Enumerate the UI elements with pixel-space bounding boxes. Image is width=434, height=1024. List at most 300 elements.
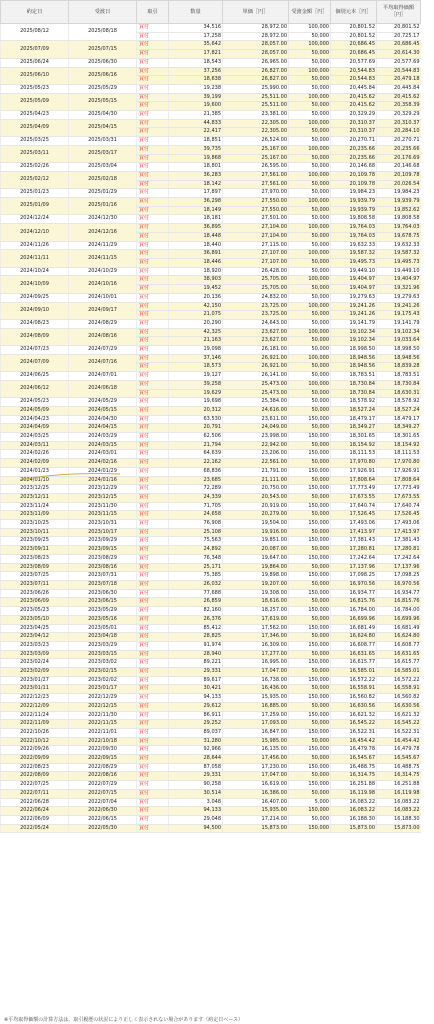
quantity-cell: 20,312 (169, 406, 223, 415)
average-cost-cell: 20,146.68 (377, 163, 421, 172)
trade-type-cell: 買付 (137, 415, 169, 424)
individual-principal-cell: 20,686.45 (331, 41, 377, 50)
table-row (1, 485, 421, 494)
trade-date-cell: 2023/03/09 (1, 650, 69, 659)
table-row (1, 685, 421, 694)
trade-type-cell: 買付 (137, 119, 169, 128)
unit-price-cell: 17,346.00 (223, 633, 289, 642)
trade-type-cell: 買付 (137, 93, 169, 102)
settlement-amount-cell: 50,000 (289, 180, 331, 189)
trade-type-cell: 買付 (137, 746, 169, 755)
quantity-cell: 44,833 (169, 119, 223, 128)
trade-date-cell: 2024/05/09 (1, 406, 69, 415)
trade-type-cell: 買付 (137, 459, 169, 468)
settlement-date-cell: 2022/11/30 (69, 711, 137, 720)
individual-principal-cell: 15,873.00 (331, 824, 377, 833)
table-row (1, 328, 421, 337)
individual-principal-cell: 20,235.66 (331, 145, 377, 154)
settlement-amount-cell: 150,000 (289, 572, 331, 581)
unit-price-cell: 25,990.00 (223, 84, 289, 93)
settlement-date-cell: 2024/03/29 (69, 433, 137, 442)
individual-principal-cell: 20,310.37 (331, 119, 377, 128)
settlement-amount-cell: 100,000 (289, 24, 331, 33)
quantity-cell: 42,325 (169, 328, 223, 337)
average-cost-cell: 16,624.80 (377, 633, 421, 642)
trade-type-cell: 買付 (137, 24, 169, 33)
quantity-cell: 20,791 (169, 424, 223, 433)
unit-price-cell: 15,935.00 (223, 807, 289, 816)
individual-principal-cell: 16,608.77 (331, 641, 377, 650)
table-row (1, 563, 421, 572)
average-cost-cell: 16,699.96 (377, 615, 421, 624)
trade-type-cell: 買付 (137, 563, 169, 572)
individual-principal-cell: 19,632.33 (331, 241, 377, 250)
table-row (1, 772, 421, 781)
settlement-amount-cell: 50,000 (289, 311, 331, 320)
quantity-cell: 18,446 (169, 258, 223, 267)
trade-type-cell: 買付 (137, 302, 169, 311)
average-cost-cell: 20,284.10 (377, 128, 421, 137)
settlement-amount-cell: 50,000 (289, 528, 331, 537)
table-row (1, 520, 421, 529)
average-cost-cell: 19,141.79 (377, 319, 421, 328)
trade-type-cell: 買付 (137, 668, 169, 677)
individual-principal-cell: 16,558.91 (331, 685, 377, 694)
unit-price-cell: 24,616.00 (223, 406, 289, 415)
settlement-amount-cell: 50,000 (289, 493, 331, 502)
trade-type-cell: 買付 (137, 659, 169, 668)
trade-date-cell: 2024/11/11 (1, 250, 69, 267)
settlement-date-cell: 2024/12/16 (69, 224, 137, 241)
table-row (1, 372, 421, 381)
trade-type-cell: 買付 (137, 694, 169, 703)
settlement-date-cell: 2024/02/16 (69, 459, 137, 468)
quantity-cell: 85,412 (169, 624, 223, 633)
unit-price-cell: 24,832.00 (223, 293, 289, 302)
unit-price-cell: 27,104.00 (223, 224, 289, 233)
unit-price-cell: 26,181.00 (223, 346, 289, 355)
trade-type-cell: 買付 (137, 589, 169, 598)
average-cost-cell: 16,522.31 (377, 728, 421, 737)
quantity-cell: 91,974 (169, 641, 223, 650)
unit-price-cell: 28,972.00 (223, 24, 289, 33)
quantity-cell: 18,638 (169, 76, 223, 85)
quantity-cell: 39,735 (169, 145, 223, 154)
table-row (1, 302, 421, 311)
quantity-cell: 75,385 (169, 572, 223, 581)
trade-type-cell: 買付 (137, 467, 169, 476)
quantity-cell: 87,058 (169, 763, 223, 772)
settlement-amount-cell: 50,000 (289, 372, 331, 381)
average-cost-cell: 20,310.37 (377, 119, 421, 128)
trade-type-cell: 買付 (137, 32, 169, 41)
trade-type-cell: 買付 (137, 728, 169, 737)
trade-type-cell: 買付 (137, 511, 169, 520)
trade-type-cell: 買付 (137, 702, 169, 711)
individual-principal-cell: 20,544.83 (331, 67, 377, 76)
settlement-date-cell: 2023/09/15 (69, 546, 137, 555)
table-row (1, 728, 421, 737)
trade-date-cell: 2025/08/12 (1, 24, 69, 41)
quantity-cell: 17,258 (169, 32, 223, 41)
trade-type-cell: 買付 (137, 198, 169, 207)
unit-price-cell: 17,619.00 (223, 615, 289, 624)
unit-price-cell: 28,057.00 (223, 41, 289, 50)
table-row (1, 781, 421, 790)
settlement-amount-cell: 50,000 (289, 206, 331, 215)
individual-principal-cell: 17,640.74 (331, 502, 377, 511)
individual-principal-cell: 16,970.56 (331, 581, 377, 590)
unit-price-cell: 25,384.00 (223, 398, 289, 407)
average-cost-cell: 18,839.28 (377, 363, 421, 372)
unit-price-cell: 15,985.00 (223, 737, 289, 746)
quantity-cell: 17,897 (169, 189, 223, 198)
settlement-amount-cell: 100,000 (289, 119, 331, 128)
trade-date-cell: 2025/06/10 (1, 67, 69, 84)
trade-date-cell: 2023/11/09 (1, 511, 69, 520)
trade-date-cell: 2022/06/09 (1, 815, 69, 824)
trade-date-cell: 2024/05/23 (1, 398, 69, 407)
settlement-amount-cell: 50,000 (289, 241, 331, 250)
trade-date-cell: 2022/12/09 (1, 702, 69, 711)
individual-principal-cell: 20,109.78 (331, 171, 377, 180)
settlement-date-cell: 2023/08/16 (69, 563, 137, 572)
trade-date-cell: 2022/08/23 (1, 763, 69, 772)
unit-price-cell: 26,921.00 (223, 363, 289, 372)
quantity-cell: 18,543 (169, 58, 223, 67)
average-cost-cell: 17,640.74 (377, 502, 421, 511)
trade-type-cell: 買付 (137, 285, 169, 294)
average-cost-cell: 17,493.06 (377, 520, 421, 529)
individual-principal-cell: 20,544.83 (331, 76, 377, 85)
individual-principal-cell: 16,815.76 (331, 598, 377, 607)
settlement-amount-cell: 50,000 (289, 789, 331, 798)
average-cost-cell: 16,083.22 (377, 798, 421, 807)
trade-type-cell: 買付 (137, 789, 169, 798)
trade-date-cell: 2023/05/10 (1, 615, 69, 624)
settlement-date-cell: 2023/06/30 (69, 589, 137, 598)
unit-price-cell: 26,595.00 (223, 163, 289, 172)
settlement-date-cell: 2024/10/01 (69, 293, 137, 302)
settlement-amount-cell: 150,000 (289, 824, 331, 833)
settlement-amount-cell: 50,000 (289, 511, 331, 520)
trade-date-cell: 2024/07/09 (1, 354, 69, 371)
average-cost-cell: 18,154.92 (377, 441, 421, 450)
settlement-amount-cell: 50,000 (289, 163, 331, 172)
settlement-date-cell: 2025/02/18 (69, 171, 137, 188)
unit-price-cell: 17,093.00 (223, 720, 289, 729)
individual-principal-cell: 20,310.37 (331, 128, 377, 137)
settlement-date-cell: 2025/06/16 (69, 67, 137, 84)
settlement-amount-cell: 100,000 (289, 354, 331, 363)
trade-type-cell: 買付 (137, 624, 169, 633)
trade-date-cell: 2023/12/25 (1, 485, 69, 494)
footnote: ※平均取得価額の計算方法は、取引履歴の状況により正しく表示されない場合があります（約定日ベース） (4, 1017, 243, 1023)
trade-type-cell: 買付 (137, 380, 169, 389)
settlement-amount-cell: 50,000 (289, 441, 331, 450)
unit-price-cell: 16,995.00 (223, 659, 289, 668)
individual-principal-cell: 16,545.67 (331, 755, 377, 764)
settlement-amount-cell: 100,000 (289, 198, 331, 207)
average-cost-cell: 18,578.92 (377, 398, 421, 407)
table-row (1, 798, 421, 807)
individual-principal-cell: 18,730.84 (331, 380, 377, 389)
trade-type-cell: 買付 (137, 633, 169, 642)
trade-date-cell: 2024/06/12 (1, 380, 69, 397)
settlement-date-cell: 2024/11/15 (69, 250, 137, 267)
individual-principal-cell: 20,445.84 (331, 84, 377, 93)
unit-price-cell: 15,935.00 (223, 694, 289, 703)
individual-principal-cell: 20,415.62 (331, 93, 377, 102)
individual-principal-cell: 20,801.52 (331, 32, 377, 41)
settlement-date-cell: 2024/01/16 (69, 476, 137, 485)
average-cost-cell: 16,621.32 (377, 711, 421, 720)
trade-type-cell: 買付 (137, 84, 169, 93)
unit-price-cell: 20,087.00 (223, 546, 289, 555)
quantity-cell: 19,600 (169, 102, 223, 111)
trade-date-cell: 2022/10/12 (1, 737, 69, 746)
table-row (1, 111, 421, 120)
trade-date-cell: 2025/01/09 (1, 198, 69, 215)
unit-price-cell: 27,115.00 (223, 241, 289, 250)
quantity-cell: 39,199 (169, 93, 223, 102)
settlement-date-cell: 2022/08/29 (69, 763, 137, 772)
unit-price-cell: 17,047.00 (223, 668, 289, 677)
trade-date-cell: 2023/01/27 (1, 676, 69, 685)
quantity-cell: 28,825 (169, 633, 223, 642)
trade-type-cell: 買付 (137, 755, 169, 764)
average-cost-cell: 18,527.24 (377, 406, 421, 415)
average-cost-cell: 19,321.96 (377, 285, 421, 294)
trade-date-cell: 2024/09/25 (1, 293, 69, 302)
individual-principal-cell: 16,560.82 (331, 694, 377, 703)
settlement-amount-cell: 50,000 (289, 398, 331, 407)
individual-principal-cell: 20,235.66 (331, 154, 377, 163)
unit-price-cell: 27,104.00 (223, 232, 289, 241)
unit-price-cell: 16,386.00 (223, 789, 289, 798)
average-cost-cell: 20,479.18 (377, 76, 421, 85)
trade-date-cell: 2025/02/12 (1, 171, 69, 188)
unit-price-cell: 22,561.00 (223, 459, 289, 468)
trade-date-cell: 2024/08/09 (1, 328, 69, 345)
settlement-date-cell: 2025/06/30 (69, 58, 137, 67)
unit-price-cell: 25,167.00 (223, 154, 289, 163)
header-quantity[interactable]: 数量 (169, 1, 223, 24)
unit-price-cell: 27,550.00 (223, 198, 289, 207)
settlement-amount-cell: 150,000 (289, 781, 331, 790)
unit-price-cell: 20,750.00 (223, 485, 289, 494)
unit-price-cell: 16,309.00 (223, 641, 289, 650)
individual-principal-cell: 18,479.17 (331, 415, 377, 424)
settlement-amount-cell: 50,000 (289, 293, 331, 302)
trade-type-cell: 買付 (137, 798, 169, 807)
average-cost-cell: 16,545.67 (377, 755, 421, 764)
average-cost-cell: 19,587.32 (377, 250, 421, 259)
unit-price-cell: 16,885.00 (223, 702, 289, 711)
quantity-cell: 18,440 (169, 241, 223, 250)
average-cost-cell: 18,630.31 (377, 389, 421, 398)
settlement-date-cell: 2025/08/18 (69, 24, 137, 41)
trade-date-cell: 2023/02/24 (1, 659, 69, 668)
individual-principal-cell: 16,119.98 (331, 789, 377, 798)
unit-price-cell: 23,998.00 (223, 433, 289, 442)
unit-price-cell: 21,791.00 (223, 467, 289, 476)
unit-price-cell: 16,619.00 (223, 781, 289, 790)
settlement-amount-cell: 100,000 (289, 224, 331, 233)
trade-type-cell: 買付 (137, 476, 169, 485)
settlement-date-cell: 2023/10/17 (69, 528, 137, 537)
quantity-cell: 18,149 (169, 206, 223, 215)
table-body (1, 24, 421, 833)
quantity-cell: 19,698 (169, 398, 223, 407)
table-row (1, 84, 421, 93)
table-row (1, 624, 421, 633)
average-cost-cell: 20,176.69 (377, 154, 421, 163)
table-row (1, 41, 421, 50)
header-unit-price[interactable]: 単価［円］ (223, 1, 289, 24)
quantity-cell: 36,283 (169, 171, 223, 180)
individual-principal-cell: 16,488.75 (331, 763, 377, 772)
individual-principal-cell: 19,495.73 (331, 258, 377, 267)
trade-date-cell: 2023/09/25 (1, 537, 69, 546)
settlement-amount-cell: 50,000 (289, 285, 331, 294)
settlement-amount-cell: 50,000 (289, 76, 331, 85)
table-row (1, 702, 421, 711)
unit-price-cell: 20,543.00 (223, 493, 289, 502)
trade-date-cell: 2024/02/09 (1, 459, 69, 468)
settlement-date-cell: 2022/07/29 (69, 781, 137, 790)
trade-type-cell: 買付 (137, 67, 169, 76)
quantity-cell: 37,146 (169, 354, 223, 363)
header-settlement-amount[interactable]: 受渡金額［円］ (289, 1, 331, 24)
average-cost-cell: 16,681.49 (377, 624, 421, 633)
quantity-cell: 3,048 (169, 798, 223, 807)
header-settlement-date[interactable]: 受渡日 (69, 1, 137, 24)
trade-type-cell: 買付 (137, 337, 169, 346)
average-cost-cell: 17,413.97 (377, 528, 421, 537)
individual-principal-cell: 17,493.06 (331, 520, 377, 529)
trade-date-cell: 2025/05/09 (1, 93, 69, 110)
settlement-amount-cell: 50,000 (289, 267, 331, 276)
trade-date-cell: 2022/06/28 (1, 798, 69, 807)
individual-principal-cell: 17,381.43 (331, 537, 377, 546)
average-cost-cell: 20,026.54 (377, 180, 421, 189)
settlement-amount-cell: 50,000 (289, 58, 331, 67)
trade-date-cell: 2024/12/10 (1, 224, 69, 241)
trade-date-cell: 2022/09/09 (1, 755, 69, 764)
individual-principal-cell: 16,681.49 (331, 624, 377, 633)
average-cost-cell: 19,764.03 (377, 224, 421, 233)
individual-principal-cell: 17,098.25 (331, 572, 377, 581)
trade-date-cell: 2022/07/11 (1, 789, 69, 798)
settlement-amount-cell: 100,000 (289, 380, 331, 389)
settlement-date-cell: 2022/10/18 (69, 737, 137, 746)
settlement-date-cell: 2022/11/01 (69, 728, 137, 737)
table-row (1, 406, 421, 415)
average-cost-cell: 20,577.69 (377, 58, 421, 67)
settlement-date-cell: 2025/07/15 (69, 41, 137, 58)
trade-date-cell: 2024/10/24 (1, 267, 69, 276)
settlement-date-cell: 2024/08/16 (69, 328, 137, 345)
quantity-cell: 19,238 (169, 84, 223, 93)
trade-date-cell: 2022/11/09 (1, 720, 69, 729)
individual-principal-cell: 18,783.51 (331, 372, 377, 381)
unit-price-cell: 25,511.00 (223, 102, 289, 111)
quantity-cell: 21,794 (169, 441, 223, 450)
unit-price-cell: 20,279.00 (223, 511, 289, 520)
unit-price-cell: 16,135.00 (223, 746, 289, 755)
trade-type-cell: 買付 (137, 493, 169, 502)
unit-price-cell: 27,501.00 (223, 215, 289, 224)
trade-type-cell: 買付 (137, 406, 169, 415)
individual-principal-cell: 16,630.56 (331, 702, 377, 711)
unit-price-cell: 27,561.00 (223, 171, 289, 180)
trade-type-cell: 買付 (137, 50, 169, 59)
individual-principal-cell: 19,102.34 (331, 337, 377, 346)
quantity-cell: 26,859 (169, 598, 223, 607)
header-trade-type[interactable]: 取引 (137, 1, 169, 24)
settlement-amount-cell: 150,000 (289, 485, 331, 494)
average-cost-cell: 16,970.56 (377, 581, 421, 590)
average-cost-cell: 16,608.77 (377, 641, 421, 650)
settlement-date-cell: 2022/08/16 (69, 772, 137, 781)
quantity-cell: 23,685 (169, 476, 223, 485)
quantity-cell: 39,258 (169, 380, 223, 389)
settlement-amount-cell: 50,000 (289, 685, 331, 694)
settlement-date-cell: 2024/07/01 (69, 372, 137, 381)
header-individual-principal[interactable]: 個別元本［円］ (331, 1, 377, 24)
individual-principal-cell: 20,415.62 (331, 102, 377, 111)
unit-price-cell: 26,965.00 (223, 58, 289, 67)
trade-date-cell: 2025/03/25 (1, 137, 69, 146)
average-cost-cell: 19,852.62 (377, 206, 421, 215)
quantity-cell: 25,108 (169, 528, 223, 537)
average-cost-cell: 18,349.27 (377, 424, 421, 433)
individual-principal-cell: 20,577.69 (331, 58, 377, 67)
settlement-amount-cell: 150,000 (289, 763, 331, 772)
trade-date-cell: 2024/10/09 (1, 276, 69, 293)
settlement-date-cell: 2022/06/15 (69, 815, 137, 824)
trade-type-cell: 買付 (137, 267, 169, 276)
unit-price-cell: 28,972.00 (223, 32, 289, 41)
unit-price-cell: 19,308.00 (223, 589, 289, 598)
settlement-date-cell: 2025/03/17 (69, 145, 137, 162)
average-cost-cell: 19,495.73 (377, 258, 421, 267)
individual-principal-cell: 16,699.96 (331, 615, 377, 624)
individual-principal-cell: 19,404.97 (331, 276, 377, 285)
quantity-cell: 68,836 (169, 467, 223, 476)
unit-price-cell: 27,550.00 (223, 206, 289, 215)
settlement-date-cell: 2024/01/29 (69, 467, 137, 476)
header-average-cost[interactable]: 平均取得価額［円］ (377, 1, 421, 24)
quantity-cell: 18,181 (169, 215, 223, 224)
individual-principal-cell: 19,984.23 (331, 189, 377, 198)
average-cost-cell: 17,098.25 (377, 572, 421, 581)
settlement-amount-cell: 50,000 (289, 319, 331, 328)
quantity-cell: 82,160 (169, 607, 223, 616)
table-row (1, 493, 421, 502)
settlement-date-cell: 2022/06/30 (69, 807, 137, 816)
average-cost-cell: 19,102.34 (377, 328, 421, 337)
trade-type-cell: 買付 (137, 258, 169, 267)
quantity-cell: 21,385 (169, 111, 223, 120)
individual-principal-cell: 20,146.68 (331, 163, 377, 172)
individual-principal-cell: 19,404.97 (331, 285, 377, 294)
table-row (1, 807, 421, 816)
header-trade-date[interactable]: 約定日 (1, 1, 69, 24)
settlement-amount-cell: 100,000 (289, 328, 331, 337)
unit-price-cell: 19,504.00 (223, 520, 289, 529)
